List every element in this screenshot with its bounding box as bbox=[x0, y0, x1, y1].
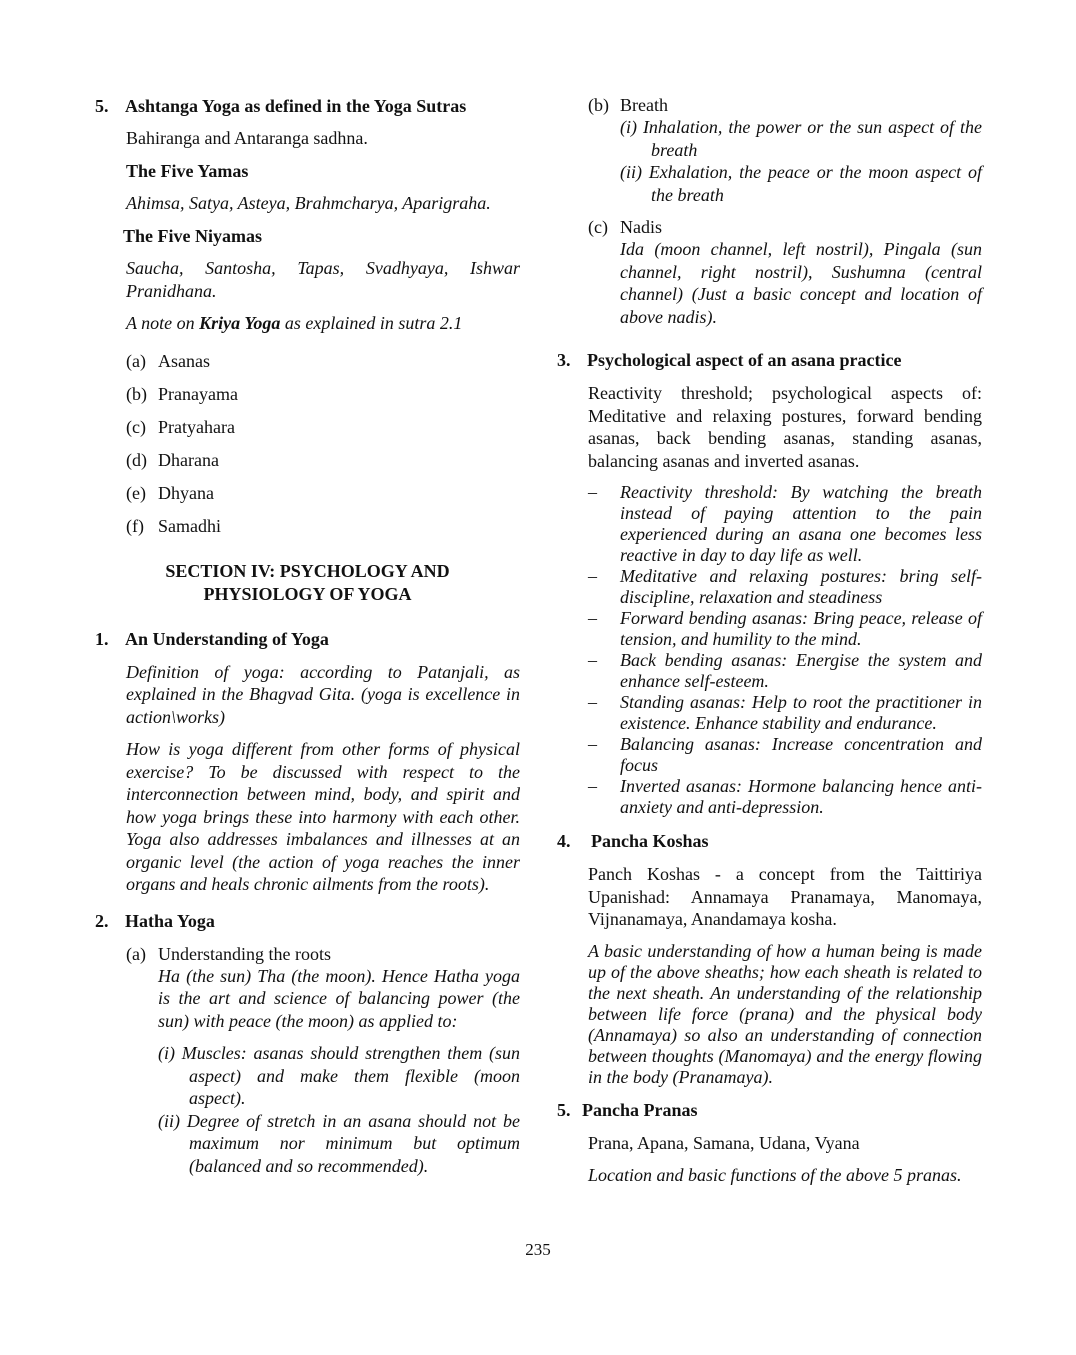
list-item: – Standing asanas: Help to root the practitioner in existence. Enhance stability and endurance. bbox=[588, 692, 982, 733]
nadis-text: Ida (moon channel, left nostril), Pingala (sun channel, right nostril), Sushumna (central channel) (Just a basic concept and location of above nadis). bbox=[620, 239, 982, 327]
exhalation-point: (ii) Exhalation, the peace or the moon aspect of the breath bbox=[620, 162, 982, 205]
kriya-list bbox=[126, 345, 520, 543]
niyamas-list: Saucha, Santosha, Tapas, Svadhyaya, Ishwar Pranidhana. bbox=[126, 258, 520, 301]
koshas-paragraph: Panch Koshas - a concept from the Taittiriya Upanishad: Annamaya Pranamaya, Manomaya, Vijnanamaya, Anandamaya kosha. bbox=[588, 864, 982, 929]
section-iv-heading: SECTION IV: PSYCHOLOGY AND PHYSIOLOGY OF YOGA bbox=[165, 560, 450, 604]
heading-hatha-yoga: 2. Hatha Yoga bbox=[95, 910, 215, 931]
list-item: (f) Samadhi bbox=[126, 515, 221, 536]
list-item: – Balancing asanas: Increase concentration and focus bbox=[588, 734, 982, 775]
list-item: – Forward bending asanas: Bring peace, release of tension, and humility to the mind. bbox=[588, 608, 982, 649]
list-item: (d) Dharana bbox=[126, 449, 219, 470]
breath-subitem: (b) Breath bbox=[588, 95, 668, 115]
left-column bbox=[95, 94, 520, 1177]
list-item: (c) Pratyahara bbox=[126, 416, 235, 437]
yamas-list: Ahimsa, Satya, Asteya, Brahmcharya, Aparigraha. bbox=[126, 193, 491, 213]
niyamas-heading: The Five Niyamas bbox=[123, 225, 262, 246]
hatha-subitem-a: (a) Understanding the roots bbox=[126, 943, 331, 964]
hatha-muscles-point: (i) Muscles: asanas should strengthen them (sun aspect) and make them flexible (moon aspect). bbox=[158, 1043, 520, 1108]
heading-psychological-aspect: 3. Psychological aspect of an asana practice bbox=[557, 350, 902, 370]
psych-bullet-list bbox=[588, 482, 982, 818]
list-item: – Meditative and relaxing postures: bring self-discipline, relaxation and steadiness bbox=[588, 566, 982, 607]
list-item: – Back bending asanas: Energise the system and enhance self-esteem. bbox=[588, 650, 982, 691]
inhalation-point: (i) Inhalation, the power or the sun aspect of the breath bbox=[620, 117, 982, 160]
right-column bbox=[557, 94, 982, 1187]
list-item: (a) Asanas bbox=[126, 350, 210, 371]
pranas-list: Prana, Apana, Samana, Udana, Vyana bbox=[588, 1132, 860, 1153]
ashtanga-intro: Bahiranga and Antaranga sadhna. bbox=[126, 128, 368, 148]
list-item: (e) Dhyana bbox=[126, 482, 214, 503]
list-item: – Inverted asanas: Hormone balancing hence anti-anxiety and anti-depression. bbox=[588, 776, 982, 817]
koshas-understanding-paragraph: A basic understanding of how a human being is made up of the above sheaths; how each sheath is related to the next sheath. An understanding of the relationship between life force (prana) and the physical body (Annamaya) so also an understanding of connection between thoughts (Manomaya) and the energy flowing in the body (Pranamaya). bbox=[588, 940, 982, 1087]
kriya-yoga-note: A note on Kriya Yoga as explained in sutra 2.1 bbox=[126, 313, 463, 333]
hatha-stretch-point: (ii) Degree of stretch in an asana should not be maximum nor minimum but optimum (balanced and so recommended). bbox=[158, 1110, 520, 1176]
definition-paragraph: Definition of yoga: according to Patanjali, as explained in the Bhagvad Gita. (yoga is excellence in action\works) bbox=[126, 661, 520, 727]
list-item: – Reactivity threshold: By watching the breath instead of paying attention to the pain experienced during an asana one becomes less reactive in day to day life as well. bbox=[588, 482, 982, 565]
list-item: (b) Pranayama bbox=[126, 383, 238, 404]
page-number: 235 bbox=[525, 1240, 551, 1259]
nadis-subitem: (c) Nadis bbox=[588, 217, 662, 237]
heading-pancha-pranas: 5. Pancha Pranas bbox=[557, 1099, 698, 1120]
pranas-note: Location and basic functions of the above 5 pranas. bbox=[588, 1165, 962, 1185]
heading-understanding-of-yoga: 1. An Understanding of Yoga bbox=[95, 628, 329, 649]
difference-paragraph: How is yoga different from other forms of physical exercise? To be discussed with respect to the interconnection between mind, body, and spirit and how yoga brings these into harmony with each other. Yoga also addresses imbalances and illnesses at an organic level (the action of yoga reaches the inner organs and heals chronic ailments from the roots). bbox=[126, 739, 520, 894]
hatha-roots-text: Ha (the sun) Tha (the moon). Hence Hatha yoga is the art and science of balancing power (the sun) with peace (the moon) as applied to: bbox=[158, 965, 520, 1031]
yamas-heading: The Five Yamas bbox=[126, 160, 249, 181]
psych-intro: Reactivity threshold; psychological aspects of: Meditative and relaxing postures, forward bending asanas, back bending asanas, standing asanas, balancing asanas and inverted asanas. bbox=[588, 383, 982, 471]
heading-pancha-koshas: 4. Pancha Koshas bbox=[557, 831, 709, 851]
heading-ashtanga-yoga: 5. Ashtanga Yoga as defined in the Yoga Sutras bbox=[95, 96, 467, 116]
